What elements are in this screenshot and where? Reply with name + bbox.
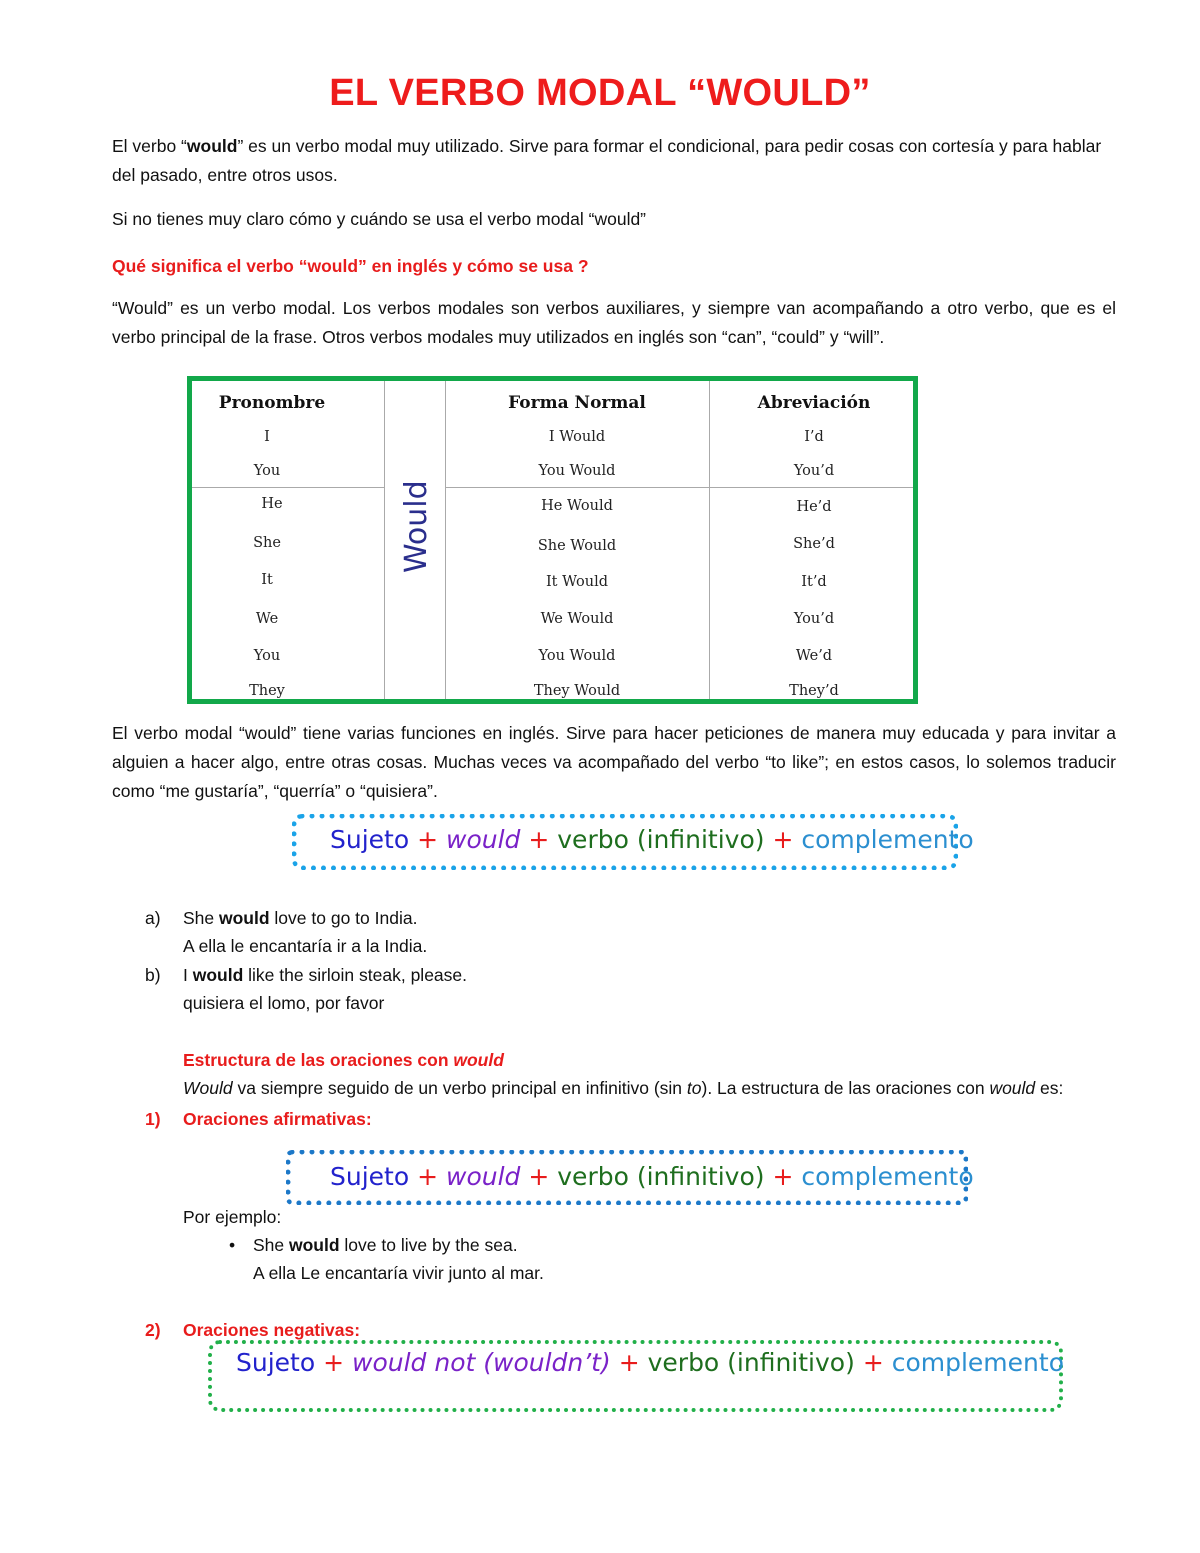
pronoun-cell: You: [253, 648, 281, 664]
structure-heading: Estructura de las oraciones con would: [183, 1050, 504, 1070]
pronoun-cell: She: [253, 535, 281, 551]
pronoun-cell: You: [253, 463, 281, 479]
header-forma-normal: Forma Normal: [508, 393, 646, 413]
conjugation-table: [187, 376, 918, 704]
structure-description: Would va siempre seguido de un verbo principal en infinitivo (sin to). La estructura de las oraciones con would es:: [183, 1078, 1064, 1098]
example-intro: Por ejemplo:: [183, 1207, 282, 1227]
affirmative-translation: A ella Le encantaría vivir junto al mar.: [253, 1263, 544, 1283]
contraction-cell: He’d: [796, 499, 832, 515]
pronoun-cell: They: [249, 683, 285, 699]
page-title: EL VERBO MODAL “WOULD”: [329, 72, 871, 114]
would-vertical-label: [384, 480, 444, 580]
normal-form-cell: You Would: [538, 648, 616, 664]
example-b: I would like the sirloin steak, please.: [183, 965, 468, 985]
example-a-translation: A ella le encantaría ir a la India.: [183, 936, 428, 956]
example-b-translation: quisiera el lomo, por favor: [183, 993, 385, 1013]
pronoun-cell: We: [255, 611, 279, 627]
contraction-cell: You’d: [793, 611, 835, 627]
contraction-cell: They’d: [789, 683, 839, 699]
intro-paragraph-2: Si no tienes muy claro cómo y cuándo se usa el verbo modal “would”: [112, 209, 647, 229]
affirmative-example: She would love to live by the sea.: [253, 1235, 518, 1255]
contraction-cell: You’d: [793, 463, 835, 479]
affirmative-marker: 1): [145, 1109, 161, 1129]
intro-paragraph: El verbo “would” es un verbo modal muy utilizado. Sirve para formar el condicional, para pedir cosas con cortesía y para hablar del pasado, entre otros usos.: [112, 136, 1102, 185]
normal-form-cell: He Would: [541, 498, 613, 514]
formula-3: Sujeto + would not (wouldn’t) + verbo (infinitivo) + complemento: [236, 1348, 1064, 1377]
negative-marker: 2): [145, 1320, 161, 1340]
contraction-cell: She’d: [793, 536, 835, 552]
example-marker-a: a): [145, 908, 161, 928]
pronoun-cell: It: [261, 572, 273, 588]
contraction-cell: I’d: [804, 429, 824, 445]
normal-form-cell: It Would: [545, 574, 609, 590]
section-heading: Qué significa el verbo “would” en inglés y cómo se usa ?: [112, 256, 589, 276]
affirmative-label: Oraciones afirmativas:: [183, 1109, 372, 1129]
contraction-cell: It’d: [801, 574, 827, 590]
normal-form-cell: You Would: [538, 463, 616, 479]
contraction-cell: We’d: [795, 648, 833, 664]
pronoun-cell: I: [264, 429, 270, 445]
example-marker-b: b): [145, 965, 161, 985]
formula-1: Sujeto + would + verbo (infinitivo) + complemento: [330, 825, 974, 854]
functions-paragraph: El verbo modal “would” tiene varias funciones en inglés. Sirve para hacer peticiones de manera muy educada y para invitar a alguien a hacer algo, entre otras cosas. Muchas veces va acompañado del verbo “to like”; en estos casos, lo solemos traducir como “me gustaría”, “querría” o “quisiera”.: [112, 723, 1116, 801]
normal-form-cell: I Would: [548, 429, 606, 445]
normal-form-cell: We Would: [540, 611, 614, 627]
bullet-icon: •: [229, 1235, 236, 1255]
would-vertical-text: Would: [399, 480, 434, 573]
normal-form-cell: They Would: [533, 683, 621, 699]
header-abreviacion: Abreviación: [757, 393, 871, 413]
pronoun-cell: He: [261, 496, 283, 512]
negative-label: Oraciones negativas:: [183, 1320, 361, 1340]
formula-2: Sujeto + would + verbo (infinitivo) + complemento: [330, 1162, 974, 1191]
normal-form-cell: She Would: [537, 538, 617, 554]
modal-description: “Would” es un verbo modal. Los verbos modales son verbos auxiliares, y siempre van acompañando a otro verbo, que es el verbo principal de la frase. Otros verbos modales muy utilizados en inglés son “can”, “could” y “will”.: [112, 298, 1116, 347]
example-a: She would love to go to India.: [183, 908, 418, 928]
header-pronombre: Pronombre: [218, 393, 326, 413]
